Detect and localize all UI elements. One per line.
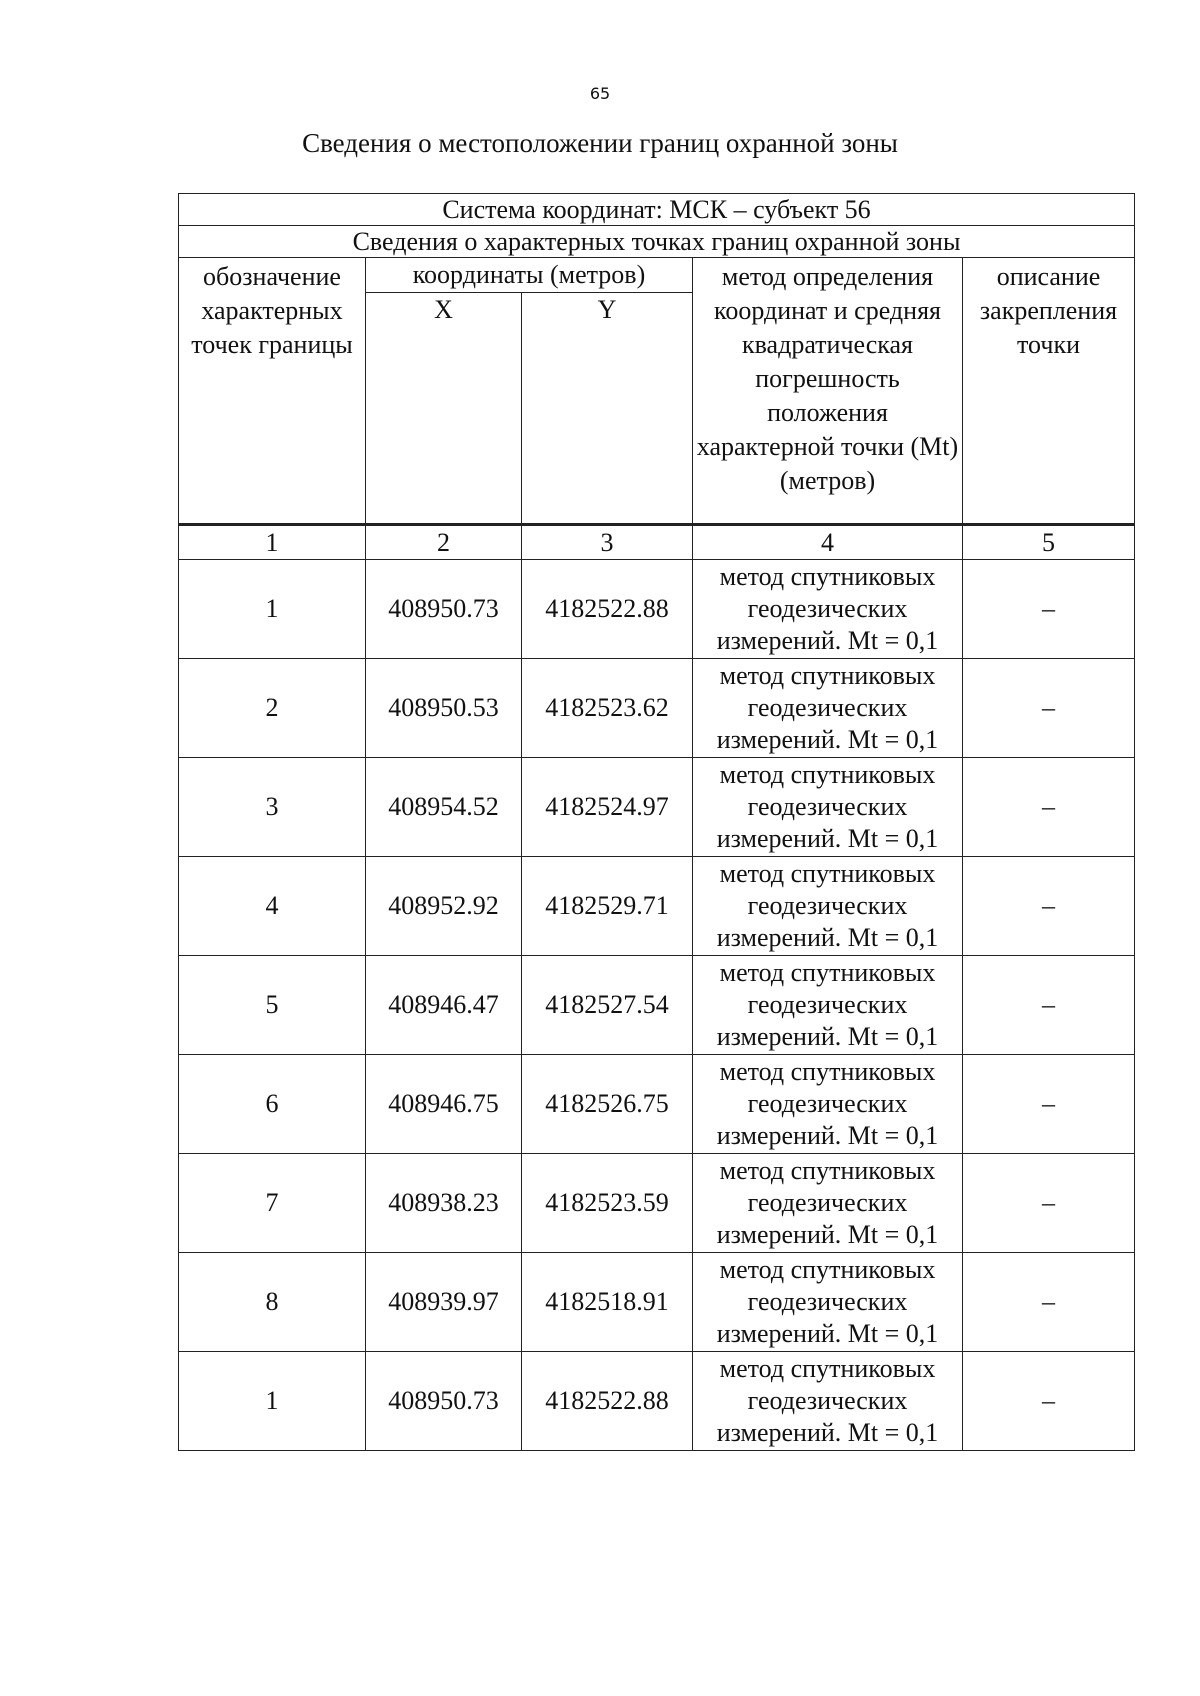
method-line: геодезических: [747, 1287, 908, 1316]
x-coordinate-cell: 408950.73: [366, 560, 522, 659]
method-line: измерений. Mt = 0,1: [716, 1418, 939, 1447]
method-line: измерений. Mt = 0,1: [716, 923, 939, 952]
method-line: измерений. Mt = 0,1: [716, 626, 939, 655]
point-id-cell: 1: [179, 560, 366, 659]
y-coordinate-cell: 4182518.91: [522, 1253, 693, 1352]
x-coordinate-cell: 408954.52: [366, 758, 522, 857]
method-cell: [693, 1154, 963, 1253]
y-coordinate-cell: 4182529.71: [522, 857, 693, 956]
coord-system-row: [179, 194, 1135, 226]
method-cell: [693, 560, 963, 659]
point-id-cell: 8: [179, 1253, 366, 1352]
info-row: [179, 226, 1135, 258]
method-line: измерений. Mt = 0,1: [716, 1319, 939, 1348]
header-method: метод определения координат и средняя квадратическая погрешность положения характерной точки (Mt) (метров): [693, 258, 963, 525]
point-id-cell: 6: [179, 1055, 366, 1154]
method-line: метод спутниковых: [719, 562, 936, 591]
method-line: геодезических: [747, 1089, 908, 1118]
column-number: 2: [366, 525, 522, 560]
table-row: [179, 560, 1135, 659]
table-row: [179, 1352, 1135, 1451]
fixing-cell: –: [963, 956, 1135, 1055]
document-title: Сведения о местоположении границ охранной зоны: [302, 128, 898, 158]
table-row: [179, 1055, 1135, 1154]
method-line: метод спутниковых: [719, 1156, 936, 1185]
column-number: 5: [963, 525, 1135, 560]
header-fixing: описание закрепления точки: [963, 258, 1135, 525]
coordinates-table: [178, 193, 1135, 1451]
method-line: метод спутниковых: [719, 859, 936, 888]
y-coordinate-cell: 4182527.54: [522, 956, 693, 1055]
page-number: 65: [589, 84, 611, 103]
method-line: геодезических: [747, 594, 908, 623]
method-line: геодезических: [747, 891, 908, 920]
fixing-cell: –: [963, 1352, 1135, 1451]
header-x: X: [366, 293, 522, 525]
header-coordinates: координаты (метров): [366, 258, 693, 293]
header-y: Y: [522, 293, 693, 525]
x-coordinate-cell: 408950.73: [366, 1352, 522, 1451]
column-number: 1: [179, 525, 366, 560]
table-row: [179, 659, 1135, 758]
y-coordinate-cell: 4182522.88: [522, 1352, 693, 1451]
fixing-cell: –: [963, 659, 1135, 758]
method-line: измерений. Mt = 0,1: [716, 1121, 939, 1150]
method-cell: [693, 1253, 963, 1352]
method-line: измерений. Mt = 0,1: [716, 1220, 939, 1249]
table-row: [179, 857, 1135, 956]
method-cell: [693, 857, 963, 956]
point-id-cell: 3: [179, 758, 366, 857]
method-line: измерений. Mt = 0,1: [716, 725, 939, 754]
fixing-cell: –: [963, 560, 1135, 659]
x-coordinate-cell: 408952.92: [366, 857, 522, 956]
table-row: [179, 758, 1135, 857]
x-coordinate-cell: 408946.47: [366, 956, 522, 1055]
point-id-cell: 5: [179, 956, 366, 1055]
method-line: геодезических: [747, 1386, 908, 1415]
fixing-cell: –: [963, 1055, 1135, 1154]
method-line: геодезических: [747, 693, 908, 722]
table-row: [179, 1154, 1135, 1253]
point-id-cell: 1: [179, 1352, 366, 1451]
point-id-cell: 7: [179, 1154, 366, 1253]
x-coordinate-cell: 408938.23: [366, 1154, 522, 1253]
method-line: метод спутниковых: [719, 661, 936, 690]
fixing-cell: –: [963, 857, 1135, 956]
fixing-cell: –: [963, 1154, 1135, 1253]
x-coordinate-cell: 408939.97: [366, 1253, 522, 1352]
y-coordinate-cell: 4182526.75: [522, 1055, 693, 1154]
method-line: метод спутниковых: [719, 1255, 936, 1284]
coord-system-cell: Система координат: МСК – субъект 56: [179, 194, 1135, 226]
method-line: геодезических: [747, 990, 908, 1019]
info-cell: Сведения о характерных точках границ охранной зоны: [179, 226, 1135, 258]
y-coordinate-cell: 4182523.62: [522, 659, 693, 758]
column-number: 3: [522, 525, 693, 560]
method-line: метод спутниковых: [719, 1057, 936, 1086]
column-numbers-row: [179, 525, 1135, 560]
method-cell: [693, 1352, 963, 1451]
method-line: геодезических: [747, 1188, 908, 1217]
method-cell: [693, 956, 963, 1055]
y-coordinate-cell: 4182523.59: [522, 1154, 693, 1253]
fixing-cell: –: [963, 1253, 1135, 1352]
table-row: [179, 1253, 1135, 1352]
fixing-cell: –: [963, 758, 1135, 857]
table-row: [179, 956, 1135, 1055]
method-line: метод спутниковых: [719, 958, 936, 987]
y-coordinate-cell: 4182524.97: [522, 758, 693, 857]
method-cell: [693, 758, 963, 857]
method-line: измерений. Mt = 0,1: [716, 824, 939, 853]
column-number: 4: [693, 525, 963, 560]
method-cell: [693, 1055, 963, 1154]
y-coordinate-cell: 4182522.88: [522, 560, 693, 659]
x-coordinate-cell: 408950.53: [366, 659, 522, 758]
method-line: метод спутниковых: [719, 760, 936, 789]
method-line: метод спутниковых: [719, 1354, 936, 1383]
method-line: измерений. Mt = 0,1: [716, 1022, 939, 1051]
header-point-designation: обозначение характерных точек границы: [179, 258, 366, 525]
method-cell: [693, 659, 963, 758]
x-coordinate-cell: 408946.75: [366, 1055, 522, 1154]
header-row-1: [179, 258, 1135, 293]
method-line: геодезических: [747, 792, 908, 821]
point-id-cell: 4: [179, 857, 366, 956]
point-id-cell: 2: [179, 659, 366, 758]
